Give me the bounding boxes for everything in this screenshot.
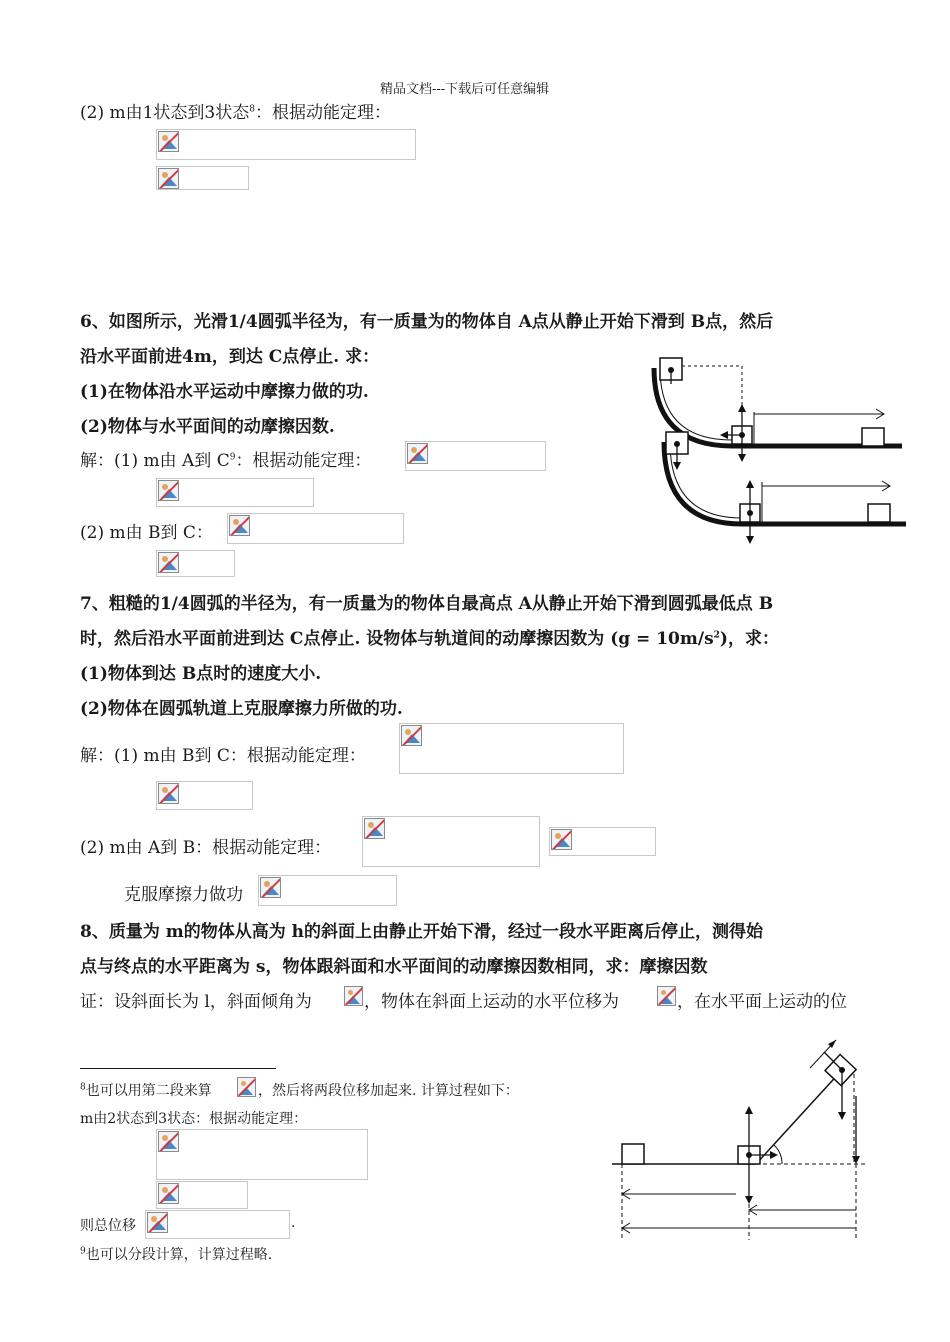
- broken-image-icon: [401, 725, 422, 746]
- solution-7-step-2: (2) m由 A到 B：根据动能定理：: [80, 838, 332, 858]
- footnote-8: [80, 1080, 212, 1100]
- equation-image: [399, 723, 624, 774]
- footnote-text: 也可以分段计算，计算过程略.: [85, 1247, 273, 1263]
- question-8-line-2: 点与终点的水平距离为 s，物体跟斜面和水平面间的动摩擦因数相同，求：摩擦因数: [80, 957, 708, 977]
- footnote-8-step: m由2状态到3状态：根据动能定理：: [80, 1111, 308, 1127]
- solution-6-step-1: [80, 446, 371, 471]
- step-label: (2) m由1状态到3状态: [80, 103, 250, 123]
- proof-8-text-2: ，物体在斜面上运动的水平位移为: [364, 992, 619, 1012]
- footnote-8-period: .: [291, 1215, 296, 1231]
- question-7-part-1: (1)物体到达 B点时的速度大小.: [80, 664, 322, 684]
- broken-image-icon: [551, 829, 572, 850]
- broken-image-icon: [229, 515, 250, 536]
- broken-image-icon: [158, 1183, 179, 1204]
- equation-image: [258, 875, 397, 906]
- equation-image: [227, 513, 404, 544]
- incline-figure: [606, 1030, 886, 1245]
- question-6-line-1: 6、如图所示，光滑1/4圆弧半径为，有一质量为的物体自 A点从静止开始下滑到 B点，然后: [80, 312, 774, 332]
- question-7-part-2: (2)物体在圆弧轨道上克服摩擦力所做的功.: [80, 699, 403, 719]
- superscript: 2: [713, 630, 720, 641]
- broken-image-icon: [260, 877, 281, 898]
- broken-image-icon: [407, 443, 428, 464]
- step-label: 解：(1) m由 A到 C: [80, 451, 230, 471]
- equation-image: [405, 441, 546, 471]
- footnote-ref: 8: [249, 104, 255, 115]
- broken-image-icon: [344, 986, 363, 1006]
- step-tail: ：根据动能定理：: [235, 451, 372, 471]
- solution-7-step-1: 解：(1) m由 B到 C：根据动能定理：: [80, 746, 366, 766]
- arc-track-figure: [640, 350, 910, 550]
- page-header: 精品文档---下载后可任意编辑: [380, 82, 550, 97]
- broken-image-icon: [158, 1131, 179, 1152]
- footnote-8-total: 则总位移: [80, 1218, 136, 1234]
- broken-image-icon: [158, 168, 179, 189]
- broken-image-icon: [158, 480, 179, 501]
- step-tail: ：根据动能定理：: [254, 103, 391, 123]
- equation-image: [156, 781, 253, 810]
- equation-image: [156, 478, 314, 507]
- broken-image-icon: [657, 986, 676, 1006]
- solution-6-step-2: (2) m由 B到 C：: [80, 523, 213, 543]
- question-8-line-1: 8、质量为 m的物体从高为 h的斜面上由静止开始下滑，经过一段水平距离后停止，测得始: [80, 922, 764, 942]
- question-7-text: 时，然后沿水平面前进到达 C点停止. 设物体与轨道间的动摩擦因数为 (g = 10m/s: [80, 629, 714, 649]
- equation-image: [156, 1181, 248, 1209]
- broken-image-icon: [147, 1212, 168, 1233]
- block-c-2: [868, 504, 890, 522]
- question-6-part-1: (1)在物体沿水平运动中摩擦力做的功.: [80, 382, 369, 402]
- equation-image: [549, 827, 656, 856]
- footnote-9: [80, 1244, 272, 1264]
- footnote-separator: [80, 1068, 276, 1069]
- broken-image-icon: [158, 783, 179, 804]
- equation-image: [156, 129, 416, 160]
- block-at-end: [622, 1144, 644, 1164]
- broken-image-icon: [364, 818, 385, 839]
- proof-8-line-1: 证：设斜面长为 l，斜面倾角为: [80, 992, 312, 1012]
- question-7-line-2: [80, 624, 779, 649]
- proof-8-text-3: ，在水平面上运动的位: [677, 992, 847, 1012]
- equation-image: [156, 550, 235, 577]
- equation-image: [156, 166, 249, 190]
- footnote-8-tail: ，然后将两段位移加起来. 计算过程如下：: [258, 1083, 519, 1099]
- footnote-number: 8: [80, 1082, 86, 1093]
- equation-image: [145, 1210, 290, 1239]
- question-6-line-2: 沿水平面前进4m，到达 C点停止. 求：: [80, 347, 380, 367]
- question-7-tail: )，求：: [719, 629, 779, 649]
- step-text: [80, 98, 391, 123]
- equation-image: [362, 816, 540, 867]
- broken-image-icon: [158, 131, 179, 152]
- solution-7-step-3: 克服摩擦力做功: [124, 885, 243, 905]
- footnote-number: 9: [80, 1246, 86, 1257]
- block-c: [862, 428, 884, 446]
- question-6-part-2: (2)物体与水平面间的动摩擦因数.: [80, 417, 335, 437]
- broken-image-icon: [237, 1077, 256, 1097]
- footnote-text: 也可以用第二段来算: [85, 1083, 212, 1099]
- broken-image-icon: [158, 552, 179, 573]
- question-7-line-1: 7、粗糙的1/4圆弧的半径为，有一质量为的物体自最高点 A从静止开始下滑到圆弧最低点 B: [80, 594, 774, 614]
- equation-image: [156, 1129, 368, 1180]
- footnote-ref: 9: [229, 452, 236, 463]
